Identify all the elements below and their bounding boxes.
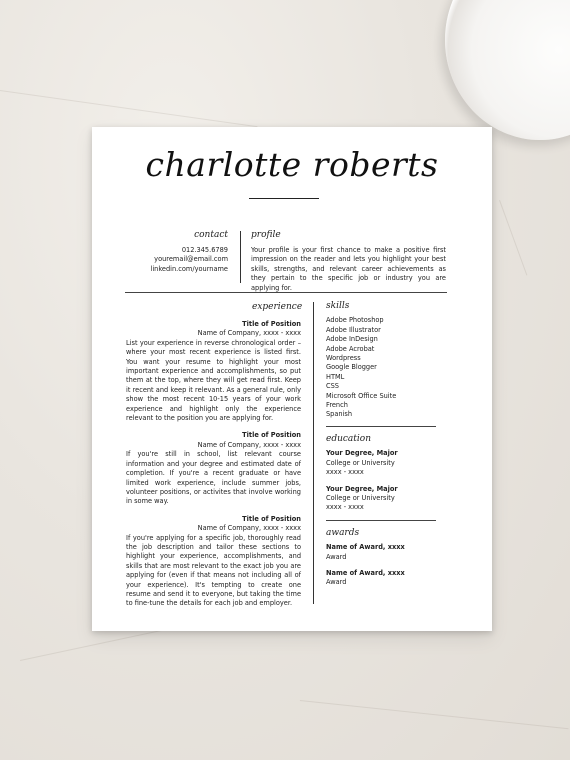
- award-name: Name of Award, xxxx: [326, 543, 405, 552]
- skill-item: Microsoft Office Suite: [326, 391, 397, 400]
- skill-item: HTML: [326, 372, 345, 381]
- profile-heading: profile: [251, 230, 281, 240]
- contact-phone: 012.345.6789: [181, 246, 228, 254]
- awards-heading: awards: [326, 527, 360, 538]
- skill-item: Adobe InDesign: [326, 335, 378, 344]
- job-company: Name of Company, xxxx - xxxx: [197, 329, 301, 338]
- job-description: If you're still in school, list relevant course information and your degree and estimated date of completion. If you're a recent graduate or have limited work experience, include summer jobs, volunteer positions, or activites that involve working in some way.: [126, 450, 301, 506]
- job-company: Name of Company, xxxx - xxxx: [197, 440, 301, 449]
- contact-divider: [240, 231, 241, 283]
- skill-item: Wordpress: [326, 354, 361, 363]
- job-title: Title of Position: [242, 320, 301, 328]
- experience-list: [126, 320, 301, 617]
- skills-heading: skills: [326, 301, 350, 311]
- job-title: Title of Position: [242, 514, 301, 523]
- education-school: College or University: [326, 493, 395, 502]
- education-divider: [326, 520, 436, 521]
- job-entry: [126, 431, 301, 506]
- award-label: Award: [326, 552, 347, 561]
- skill-item: CSS: [326, 382, 339, 391]
- education-school: College or University: [326, 458, 395, 467]
- experience-heading: experience: [252, 302, 303, 312]
- skills-divider: [326, 426, 436, 427]
- contact-email: youremail@email.com: [154, 255, 228, 264]
- job-company: Name of Company, xxxx - xxxx: [197, 524, 301, 533]
- skill-item: Google Blogger: [326, 363, 377, 372]
- skill-item: Adobe Illustrator: [326, 325, 381, 334]
- education-years: xxxx - xxxx: [326, 468, 364, 477]
- job-entry: [126, 320, 301, 423]
- decorative-plate: [445, 0, 570, 140]
- marble-vein: [499, 200, 527, 276]
- marble-vein: [0, 90, 257, 127]
- education-years: xxxx - xxxx: [326, 503, 364, 512]
- contact-linkedin: linkedin.com/yourname: [150, 264, 228, 273]
- award-name: Name of Award, xxxx: [326, 568, 405, 577]
- right-column: [326, 302, 441, 595]
- award-label: Award: [326, 578, 347, 587]
- column-divider: [313, 302, 314, 604]
- job-description: If you're applying for a specific job, thoroughly read the job description and tailor these sections to highlight your experience, accomplishments, and skills that are most relevant to the exact job you are applying for (even if that means not including all of your experience). It's tempting to create one resume and send it to everyone, but taking the time to fine-tune the details for each job and employer.: [126, 533, 301, 608]
- education-entry: [326, 449, 441, 477]
- name-underline: [249, 198, 319, 199]
- award-entry: [326, 543, 441, 562]
- job-title: Title of Position: [242, 431, 301, 440]
- education-heading: education: [326, 433, 371, 444]
- skill-item: Adobe Photoshop: [326, 316, 384, 325]
- education-degree: Your Degree, Major: [326, 484, 398, 493]
- job-description: List your experience in reverse chronological order – where your most recent experience is listed first. You want your resume to highlight your most important experience and accomplishments, so put them at the top, where they will get read first. Keep it recent and keep it relevant. As a general rule, only show the most recent 10-15 years of your work experience and highlight only the experience relevant to the position you are applying for.: [126, 338, 301, 423]
- contact-details: [132, 246, 228, 274]
- skill-item: Spanish: [326, 410, 353, 419]
- marble-vein: [300, 700, 569, 729]
- resume-page: [92, 127, 492, 631]
- skills-list: [326, 316, 441, 419]
- education-degree: Your Degree, Major: [326, 449, 398, 458]
- section-divider: [125, 292, 447, 293]
- profile-text: Your profile is your first chance to make a positive first impression on the reader and lets you highlight your best skills, strengths, and relevant career achievements as they pertain to the specific job or industry you are applying for.: [251, 246, 446, 292]
- education-entry: [326, 485, 441, 513]
- job-entry: [126, 515, 301, 609]
- resume-name: charlotte roberts: [145, 145, 439, 184]
- skill-item: French: [326, 401, 348, 410]
- award-entry: [326, 569, 441, 588]
- contact-heading: contact: [194, 230, 228, 240]
- skill-item: Adobe Acrobat: [326, 344, 375, 353]
